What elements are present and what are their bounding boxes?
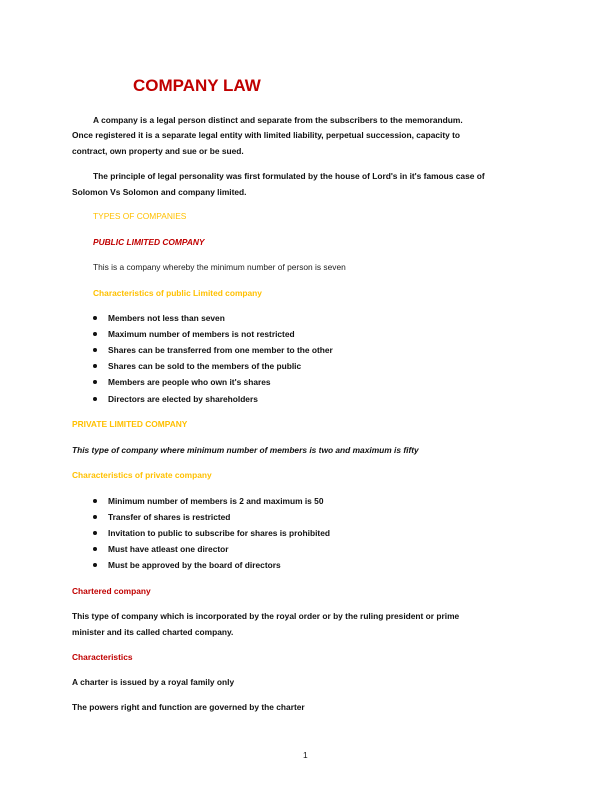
intro-paragraph-line: contract, own property and sue or be sued. bbox=[72, 146, 244, 156]
list-item: Invitation to public to subscribe for shares is prohibited bbox=[108, 528, 330, 538]
list-item: Maximum number of members is not restricted bbox=[108, 329, 295, 339]
principle-paragraph-line: Solomon Vs Solomon and company limited. bbox=[72, 187, 247, 197]
bullet-icon bbox=[93, 563, 97, 567]
list-item: Members are people who own it's shares bbox=[108, 377, 271, 387]
bullet-icon bbox=[93, 348, 97, 352]
bullet-icon bbox=[93, 547, 97, 551]
intro-paragraph-line: A company is a legal person distinct and separate from the subscribers to the memorandum. bbox=[93, 115, 463, 125]
public-definition: This is a company whereby the minimum number of person is seven bbox=[93, 262, 346, 272]
chartered-heading: Chartered company bbox=[72, 586, 151, 596]
list-item: Transfer of shares is restricted bbox=[108, 512, 231, 522]
page-title: COMPANY LAW bbox=[133, 76, 261, 95]
bullet-icon bbox=[93, 531, 97, 535]
intro-paragraph-line: Once registered it is a separate legal entity with limited liability, perpetual succession, capacity to bbox=[72, 130, 461, 140]
public-characteristics-heading: Characteristics of public Limited company bbox=[93, 288, 262, 298]
list-item: Minimum number of members is 2 and maximum is 50 bbox=[108, 496, 324, 506]
bullet-icon bbox=[93, 499, 97, 503]
bullet-icon bbox=[93, 332, 97, 336]
page-number: 1 bbox=[303, 750, 308, 760]
chartered-definition-line: This type of company which is incorporated by the royal order or by the ruling president or prime bbox=[72, 611, 460, 621]
private-characteristics-heading: Characteristics of private company bbox=[72, 470, 212, 480]
list-item: Shares can be sold to the members of the public bbox=[108, 361, 302, 371]
list-item: Must be approved by the board of directors bbox=[108, 560, 281, 570]
chartered-characteristics-heading: Characteristics bbox=[72, 652, 133, 662]
list-item: Members not less than seven bbox=[108, 313, 225, 323]
list-item: Shares can be transferred from one member to the other bbox=[108, 345, 333, 355]
chartered-characteristic: A charter is issued by a royal family only bbox=[72, 677, 235, 687]
bullet-icon bbox=[93, 316, 97, 320]
bullet-icon bbox=[93, 397, 97, 401]
public-heading: PUBLIC LIMITED COMPANY bbox=[93, 237, 205, 247]
types-heading: TYPES OF COMPANIES bbox=[93, 211, 187, 221]
bullet-icon bbox=[93, 515, 97, 519]
list-item: Directors are elected by shareholders bbox=[108, 394, 258, 404]
list-item: Must have atleast one director bbox=[108, 544, 229, 554]
bullet-icon bbox=[93, 364, 97, 368]
chartered-definition-line: minister and its called charted company. bbox=[72, 627, 234, 637]
private-definition: This type of company where minimum number of members is two and maximum is fifty bbox=[72, 445, 419, 455]
chartered-characteristic: The powers right and function are governed by the charter bbox=[72, 702, 305, 712]
private-heading: PRIVATE LIMITED COMPANY bbox=[72, 419, 188, 429]
principle-paragraph-line: The principle of legal personality was first formulated by the house of Lord's in it's famous case of bbox=[93, 171, 485, 181]
bullet-icon bbox=[93, 380, 97, 384]
